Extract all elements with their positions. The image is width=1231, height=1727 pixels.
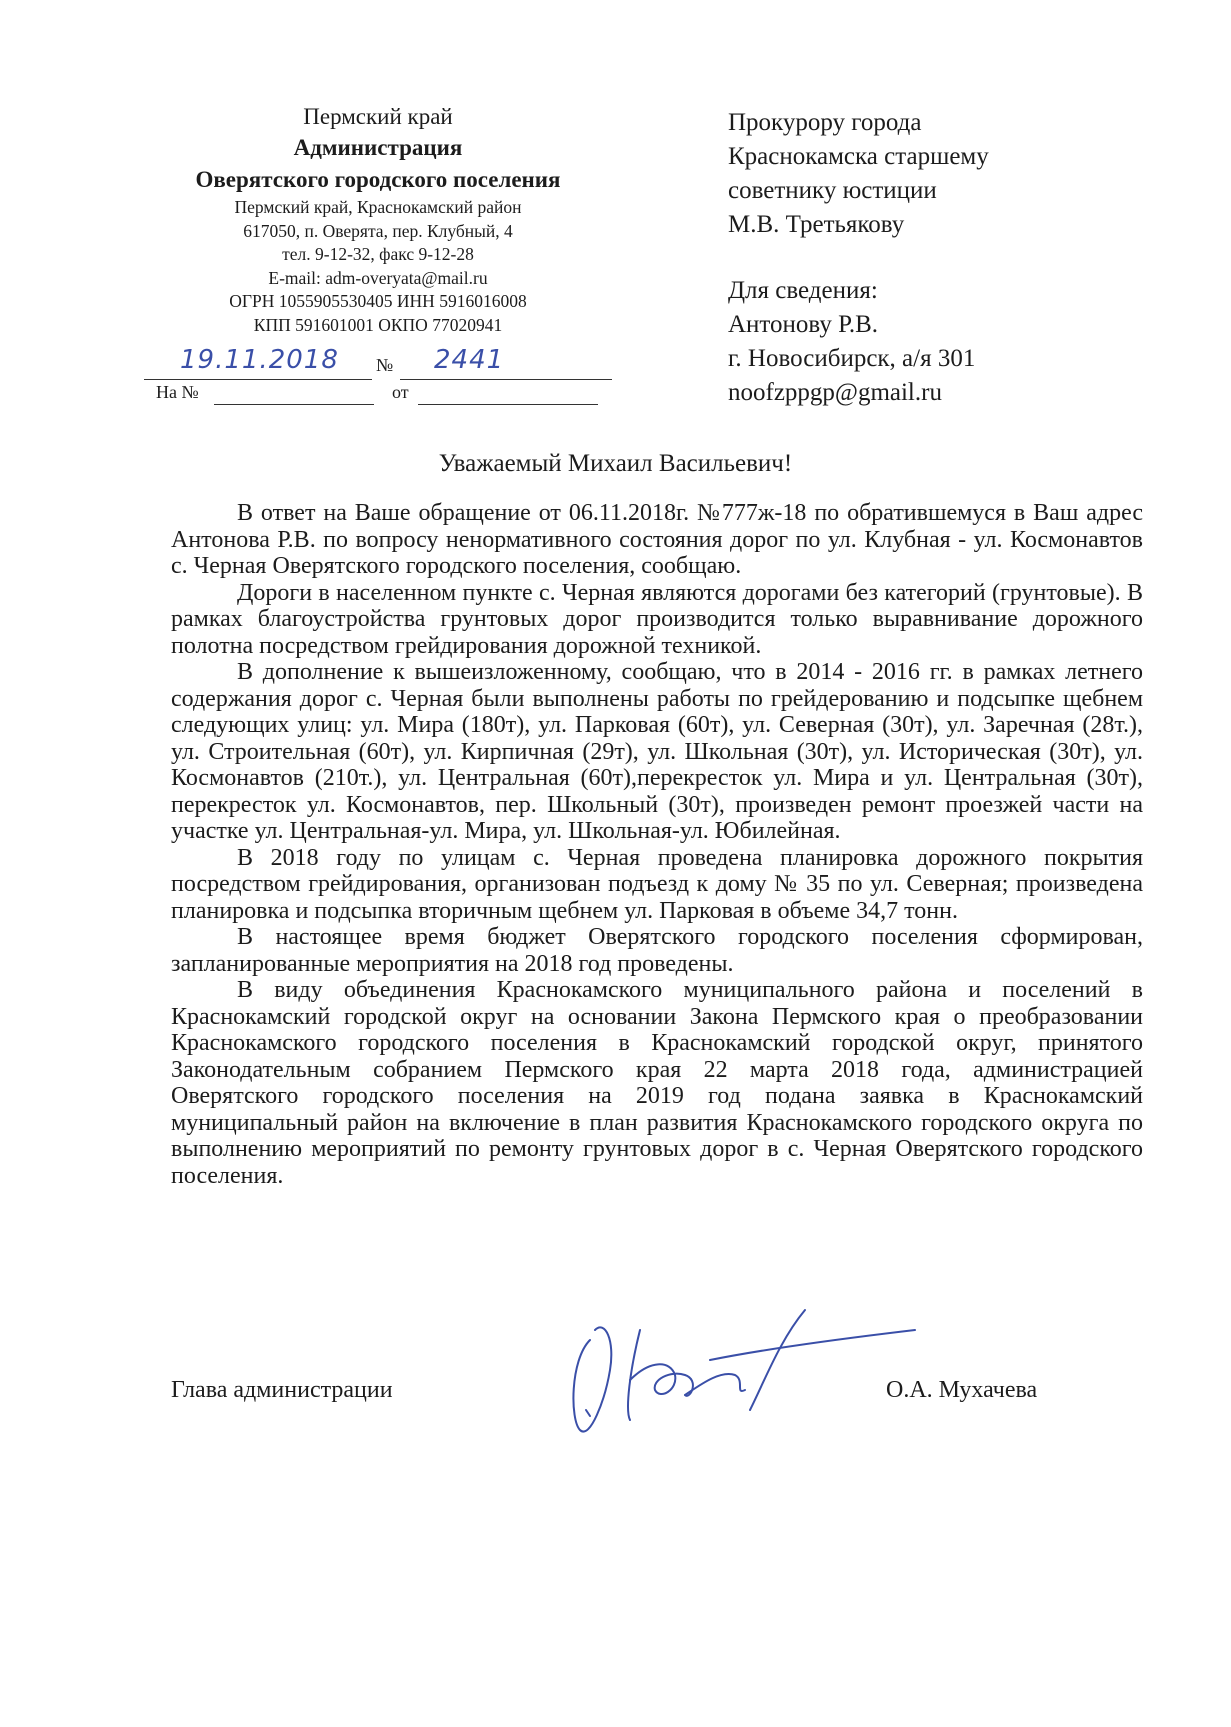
signatory-name: О.А. Мухачева [886,1377,1038,1403]
ref-number-label: На № [156,382,199,402]
body-paragraph-1: В ответ на Ваше обращение от 06.11.2018г. №777ж-18 по обратившемуся в Ваш адрес Антонова Р.В. по вопросу ненормативного состояния дорог по ул. Клубная - ул. Космонавтов с. Черная Оверятского городского поселения, сообщаю. [171,500,1143,579]
body-paragraph-6: В виду объединения Краснокамского муниципального района и поселений в Краснокамский городской округ на основании Закона Пермского края о преобразовании Краснокамского городского поселения в Краснокамский городской округ, принятого Законодательным собранием Пермского края 22 марта 2018 года, администрацией Оверятского городского поселения на 2019 год подана заявка в Краснокамский муниципальный район на включение в план развития Краснокамского городского округа по выполнению мероприятий по ремонту грунтовых дорог в с. Черная Оверятского городского поселения. [171,977,1143,1189]
cc-line-3: г. Новосибирск, а/я 301 [728,345,976,372]
cc-line-1: Для сведения: [728,277,878,304]
addressee-block [728,106,1168,410]
reference-line [156,380,606,410]
letterhead-admin-title: Администрация [293,135,463,160]
addressee-line-2: Краснокамска старшему [728,143,989,170]
letterhead-email: E-mail: adm-overyata@mail.ru [268,267,488,288]
ref-from-rule [418,404,598,405]
letter-body [171,500,1143,1189]
number-label: № [376,355,394,375]
signatory-title: Глава администрации [171,1377,393,1403]
letterhead [128,102,628,337]
handwritten-signature [560,1300,920,1440]
letterhead-kpp-okpo: КПП 591601001 ОКПО 77020941 [253,314,503,335]
registration-line [144,345,612,381]
letterhead-address-1: Пермский край, Краснокамский район [234,197,522,217]
addressee-line-1: Прокурору города [728,109,922,136]
letterhead-admin-name: Оверятского городского поселения [195,167,561,192]
cc-line-4: noofzppgp@gmail.ru [728,379,942,406]
registration-date: 19.11.2018 [180,345,339,375]
salutation: Уважаемый Михаил Васильевич! [438,450,793,477]
body-paragraph-4: В 2018 году по улицам с. Черная проведена планировка дорожного покрытия посредством грейдирования, организован подъезд к дому № 35 по ул. Северная; произведена планировка и подсыпка вторичным щебнем ул. Парковая в объеме 34,7 тонн. [171,844,1143,924]
cc-line-2: Антонову Р.В. [728,311,879,338]
addressee-line-3: советнику юстиции [728,177,937,204]
body-paragraph-5: В настоящее время бюджет Оверятского городского поселения сформирован, запланированные мероприятия на 2018 год проведены. [171,924,1143,977]
ref-number-rule [214,404,374,405]
addressee-line-4: М.В. Третьякову [728,211,905,238]
letterhead-address-2: 617050, п. Оверята, пер. Клубный, 4 [243,220,513,241]
registration-number: 2441 [434,345,505,375]
letterhead-region: Пермский край [303,104,453,129]
addressee-gap [728,242,1168,274]
letterhead-ogrn-inn: ОГРН 1055905530405 ИНН 5916016008 [229,291,527,311]
body-paragraph-2: Дороги в населенном пункте с. Черная являются дорогами без категорий (грунтовые). В рамках благоустройства грунтовых дорог производится только выравнивание дорожного полотна посредством грейдирования дорожной техникой. [171,579,1143,659]
letterhead-phone: тел. 9-12-32, факс 9-12-28 [282,244,474,264]
body-paragraph-3: В дополнение к вышеизложенному, сообщаю, что в 2014 - 2016 гг. в рамках летнего содержания дорог с. Черная были выполнены работы по грейдерованию и подсыпке щебнем следующих улиц: ул. Мира (180т), ул. Парковая (60т), ул. Северная (30т), ул. Заречная (28т.), ул. Строительная (60т), ул. Кирпичная (29т), ул. Школьная (30т), ул. Историческая (30т), ул. Космонавтов (210т.), ул. Центральная (60т),перекресток ул. Мира и ул. Центральная (30т), перекресток ул. Космонавтов, пер. Школьный (30т), произведен ремонт проезжей части на участке ул. Центральная-ул. Мира, ул. Школьная-ул. Юбилейная. [171,659,1143,844]
ref-from-label: от [392,382,409,402]
